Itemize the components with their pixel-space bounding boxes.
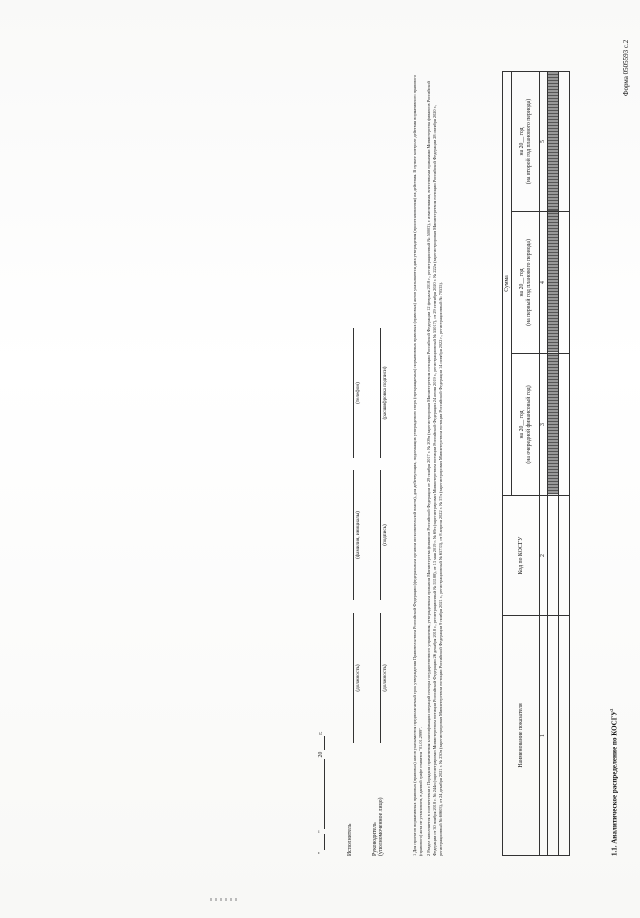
table-cell-shaded bbox=[548, 71, 559, 211]
header-year-2-desc: (на первый год планового периода) bbox=[525, 239, 532, 326]
column-number: 3 bbox=[540, 354, 548, 496]
table-cell bbox=[559, 71, 570, 211]
column-number: 4 bbox=[540, 212, 548, 354]
section-title bbox=[609, 709, 618, 856]
head-position-line bbox=[380, 613, 381, 743]
footnote-2: 2 Раздел заполняется в соответствии с Порядком применения классификации операций сектора государственного управления, утвержденным приказом Министерства финансов Российской Федерации от 29 ноября 2017 г. № 209н (зарегистрирован Министерством юстиции Российской Федерации 12 февраля 2018 г., регистрационный № 50003), с изменениями, внесенными приказами Министерства финансов Российской Федерации от 30 ноября 2018 г. № 244н (зарегистрирован Министерством юстиции Российской Федерации 26 декабря 2018 г., регистрационный № 53188), от 13 мая 2019 г. № 69н (зарегистрирован Министерством юстиции Российской Федерации 24 июня 2019 г., регистрационный № 55017), от 29 сентября 2020 г. № 222н (зарегистрирован Министерством юстиции Российской Федерации 28 октября 2020 г., регистрационный № 60603), от 24 декабря 2021 г. № 230н (зарегистрирован Министерством юстиции Российской Федерации 9 ноября 2021 г., регистрационный № 65733), от 8 апреля 2022 г. № 57н (зарегистрирован Министерством юстиции Российской Федерации 14 октября 2022 г., регистрационный № 70535). bbox=[426, 81, 443, 856]
column-number-row bbox=[540, 71, 548, 855]
table-cell bbox=[559, 496, 570, 616]
table-row bbox=[548, 71, 559, 855]
executor-phone-caption: (телефон) bbox=[355, 382, 361, 404]
table-cell bbox=[548, 496, 559, 616]
head-label bbox=[372, 797, 384, 856]
date-month-blank bbox=[318, 759, 325, 829]
table-row bbox=[559, 71, 570, 855]
table-cell bbox=[559, 212, 570, 354]
date-open-quote: " bbox=[318, 851, 324, 854]
head-signature-line bbox=[380, 470, 381, 600]
header-year-2 bbox=[512, 212, 540, 354]
executor-position-caption: (должность) bbox=[355, 664, 361, 692]
kosgu-distribution-table bbox=[502, 71, 570, 856]
header-year-3 bbox=[512, 71, 540, 211]
head-decoding-caption: (расшифровка подписи) bbox=[382, 366, 388, 420]
table-cell-shaded bbox=[548, 354, 559, 496]
head-decoding-line bbox=[380, 328, 381, 458]
header-year-3-title: на 20__ год bbox=[518, 127, 525, 156]
footnotes bbox=[412, 72, 446, 856]
table-cell bbox=[559, 354, 570, 496]
column-number: 1 bbox=[540, 616, 548, 856]
header-year-1-title: на 20__ год bbox=[518, 410, 525, 439]
executor-name-line bbox=[353, 470, 354, 600]
table-cell bbox=[559, 616, 570, 856]
head-position-caption: (должность) bbox=[382, 664, 388, 692]
date-day-blank bbox=[318, 834, 325, 850]
header-year-1-desc: (на очередной финансовый год) bbox=[525, 385, 532, 464]
table-cell bbox=[548, 616, 559, 856]
header-year-3-desc: (на второй год планового периода) bbox=[525, 98, 532, 185]
date-line bbox=[318, 732, 325, 854]
header-sum: Сумма bbox=[503, 71, 512, 495]
section-title-footnote-ref: 2 bbox=[609, 708, 614, 711]
header-indicator-name: Наименование показателя bbox=[503, 616, 540, 856]
date-close-quote: " bbox=[318, 830, 324, 833]
header-year-2-title: на 20__ год bbox=[518, 268, 525, 297]
head-label-subtitle: (уполномоченное лицо) bbox=[378, 797, 384, 856]
header-year-1 bbox=[512, 354, 540, 496]
executor-name-caption: (фамилия, инициалы) bbox=[355, 511, 361, 559]
table-cell-shaded bbox=[548, 212, 559, 354]
header-kosgu-code: Код по КОСГУ bbox=[503, 496, 540, 616]
scan-artifact bbox=[210, 898, 238, 901]
footnote-1: 1 Для проектов нормативных правовых (правовых) актов указываются предполагаемый срок утверждения Правительством Российской Федерации (федеральным органом исполнительной власти), для действующих, подлежащих утверждению сверх (прекращаемых) нормативных правовых (правовых) актов указываются дата утверждения (приостановления) их действия. В пункте контроле действия нормативного правового (правового) акта не установлен, в данной графе ставится "01.01.2999". bbox=[412, 74, 423, 856]
date-year-blank bbox=[318, 736, 325, 750]
executor-position-line bbox=[353, 613, 354, 743]
column-number: 5 bbox=[540, 71, 548, 211]
head-label-title: Руководитель bbox=[372, 822, 378, 856]
date-year-suffix: г. bbox=[318, 731, 324, 735]
head-signature-caption: (подпись) bbox=[382, 524, 388, 546]
section-title-text: 1.1. Аналитическое распределение по КОСГУ bbox=[610, 710, 619, 856]
executor-label: Исполнитель bbox=[347, 823, 353, 856]
column-number: 2 bbox=[540, 496, 548, 616]
executor-phone-line bbox=[353, 328, 354, 458]
date-year-prefix: 20 bbox=[318, 751, 324, 758]
form-code: Форма 0505593 с.2 bbox=[622, 39, 630, 96]
